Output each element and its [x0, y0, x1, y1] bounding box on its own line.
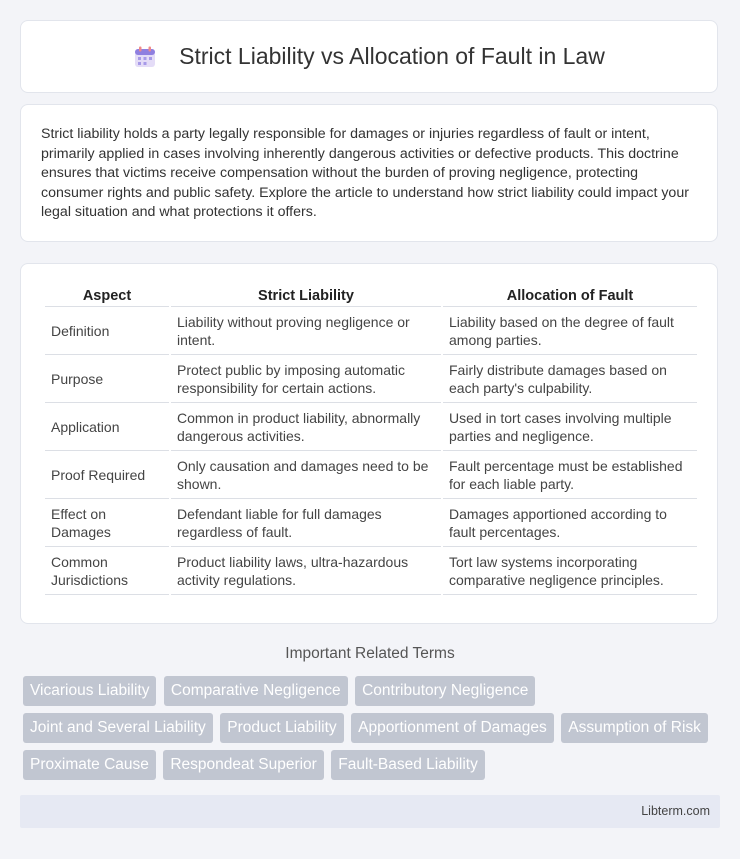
related-terms-list [23, 676, 723, 787]
cell-strict-liability: Common in product liability, abnormally dangerous activities. [171, 403, 441, 451]
intro-card [20, 104, 718, 242]
title-card [20, 20, 718, 93]
cell-strict-liability: Defendant liable for full damages regardless of fault. [171, 499, 441, 547]
cell-aspect: Purpose [45, 355, 169, 403]
related-term-tag[interactable]: Proximate Cause [23, 750, 156, 780]
cell-strict-liability: Liability without proving negligence or intent. [171, 307, 441, 355]
cell-aspect: Proof Required [45, 451, 169, 499]
header-strict-liability: Strict Liability [171, 284, 441, 307]
cell-strict-liability: Protect public by imposing automatic responsibility for certain actions. [171, 355, 441, 403]
page-title: Strict Liability vs Allocation of Fault in Law [179, 43, 605, 69]
table-row [45, 499, 697, 547]
related-term-tag[interactable]: Joint and Several Liability [23, 713, 213, 743]
cell-strict-liability: Product liability laws, ultra-hazardous activity regulations. [171, 547, 441, 595]
related-term-tag[interactable]: Assumption of Risk [561, 713, 708, 743]
comparison-table [43, 284, 699, 595]
table-row [45, 547, 697, 595]
table-row [45, 307, 697, 355]
cell-allocation-of-fault: Used in tort cases involving multiple parties and negligence. [443, 403, 697, 451]
related-term-tag[interactable]: Fault-Based Liability [331, 750, 485, 780]
intro-text: Strict liability holds a party legally responsible for damages or injuries regardless of fault or intent, primarily applied in cases involving inherently dangerous activities or defective products. This doctrine ensures that victims receive compensation without the burden of proving negligence, protecting consumer rights and public safety. Explore the article to understand how strict liability could impact your legal situation and what protections it offers. [41, 126, 689, 220]
cell-allocation-of-fault: Fairly distribute damages based on each party's culpability. [443, 355, 697, 403]
cell-strict-liability: Only causation and damages need to be shown. [171, 451, 441, 499]
table-row [45, 355, 697, 403]
cell-allocation-of-fault: Tort law systems incorporating comparative negligence principles. [443, 547, 697, 595]
calendar-icon [133, 45, 157, 69]
related-term-tag[interactable]: Respondeat Superior [163, 750, 324, 780]
header-allocation-of-fault: Allocation of Fault [443, 284, 697, 307]
header-aspect: Aspect [45, 284, 169, 307]
related-term-tag[interactable]: Apportionment of Damages [351, 713, 554, 743]
cell-aspect: Definition [45, 307, 169, 355]
table-header-row [45, 284, 697, 307]
related-terms-title: Important Related Terms [285, 645, 455, 662]
footer [20, 795, 720, 828]
cell-allocation-of-fault: Liability based on the degree of fault among parties. [443, 307, 697, 355]
cell-aspect: Common Jurisdictions [45, 547, 169, 595]
table-row [45, 403, 697, 451]
footer-site[interactable]: Libterm.com [641, 804, 710, 818]
cell-aspect: Application [45, 403, 169, 451]
related-term-tag[interactable]: Contributory Negligence [355, 676, 535, 706]
related-term-tag[interactable]: Product Liability [220, 713, 343, 743]
related-term-tag[interactable]: Comparative Negligence [164, 676, 348, 706]
table-row [45, 451, 697, 499]
cell-allocation-of-fault: Damages apportioned according to fault percentages. [443, 499, 697, 547]
cell-allocation-of-fault: Fault percentage must be established for each liable party. [443, 451, 697, 499]
cell-aspect: Effect on Damages [45, 499, 169, 547]
comparison-table-card [20, 263, 718, 624]
related-term-tag[interactable]: Vicarious Liability [23, 676, 156, 706]
